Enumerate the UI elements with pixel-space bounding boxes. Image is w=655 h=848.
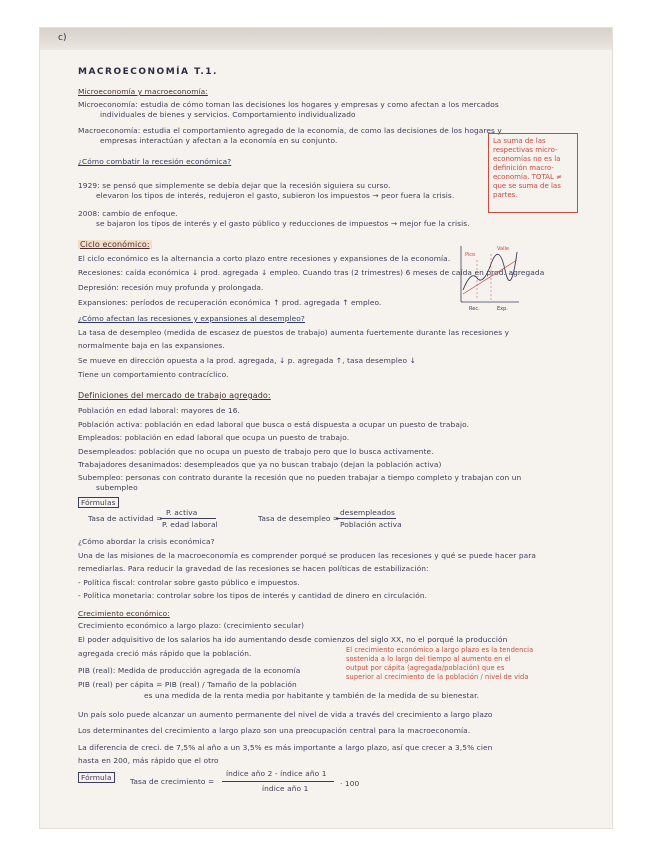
growth-red-note-2: sostenida a lo largo del tiempo al aumento en el <box>346 655 511 663</box>
valley-label: Valle <box>497 246 509 252</box>
cycle-line-1: El ciclo económico es la alternancia a corto plazo entre recesiones y expansiones de la economía. <box>78 254 451 263</box>
year-1929-line: 1929: se pensó que simplemente se debía dejar que la recesión siguiera su curso. <box>78 181 391 190</box>
cycle-line-3: Depresión: recesión muy profunda y prolongada. <box>78 283 264 292</box>
macro-line-2: empresas interactúan y afectan a la economía en su conjunto. <box>100 136 338 145</box>
recession-question: ¿Cómo combatir la recesión económica? <box>78 157 232 166</box>
macro-line-1: Macroeconomía: estudia el comportamiento agregado de la economía, de como las decisiones de los hogares y <box>78 126 502 135</box>
growth-line-3: agregada creció más rápido que la población. <box>78 649 252 658</box>
activity-rate-denominator: P. edad laboral <box>162 520 218 529</box>
growth-red-note-3: output por cápita (agregada/población) que es <box>346 664 505 672</box>
micro-line-1: Microeconomía: estudia de cómo toman las decisiones los hogares y empresas y como afectan a los mercados <box>78 100 499 109</box>
growth-red-note-4: superior al crecimiento de la población / nivel de vida <box>346 673 529 681</box>
cycle-heading: Ciclo económico: <box>80 240 150 249</box>
affect-line-4: Tiene un comportamiento contracíclico. <box>78 370 229 379</box>
year-2008-detail: se bajaron los tipos de interés y el gasto público y reducciones de impuestos → mejor fue la crisis. <box>96 219 470 228</box>
formula-label-2: Fórmula <box>78 772 115 783</box>
growth-difference-cont: hasta en 200, más rápido que el otro <box>78 756 219 765</box>
pib-real-line: PIB (real): Medida de producción agregada de la economía <box>78 666 301 675</box>
unemployment-rate-denominator: Población activa <box>340 520 402 529</box>
peak-label: Pico <box>465 252 476 258</box>
growth-rate-denominator: índice año 1 <box>262 784 309 793</box>
crisis-question: ¿Cómo abordar la crisis económica? <box>78 537 215 546</box>
unemployment-question: ¿Cómo afectan las recesiones y expansiones al desempleo? <box>78 314 305 323</box>
crisis-line-2: remediarlas. Para reducir la gravedad de las recesiones se hacen políticas de estabilización: <box>78 564 429 573</box>
micro-macro-heading: Microeconomía y macroeconomía: <box>78 87 208 96</box>
definition-working-age: Población en edad laboral: mayores de 16. <box>78 406 240 415</box>
growth-rate-fraction-bar <box>222 781 334 782</box>
monetary-policy-line: - Política monetaria: controlar sobre los tipos de interés y cantidad de dinero en circulación. <box>78 591 428 600</box>
growth-difference-line: La diferencia de creci. de 7,5% al año a un 3,5% es más importante a largo plazo, así que crecer a 3,5% cien <box>78 743 493 752</box>
growth-rate-label: Tasa de crecimiento = <box>130 777 215 786</box>
definition-underemployment: Subempleo: personas con contrato durante la recesión que no pueden trabajar a tiempo completo y trabajan con un <box>78 473 522 482</box>
affect-line-3: Se mueve en dirección opuesta a la prod. agregada, ↓ p. agregada ↑, tasa desempleo ↓ <box>78 356 416 365</box>
activity-rate-fraction-bar <box>160 518 216 519</box>
definition-unemployed: Desempleados: población que no ocupa un puesto de trabajo pero que lo busca activamente. <box>78 447 434 456</box>
cycle-line-4: Expansiones: períodos de recuperación económica ↑ prod. agregada ↑ empleo. <box>78 298 382 307</box>
unemployment-rate-numerator: desempleados <box>340 508 395 517</box>
growth-rate-numerator: índice año 2 - índice año 1 <box>226 769 327 778</box>
crisis-line-1: Una de las misiones de la macroeconomía es comprender porqué se producen las recesiones y qué se puede hacer para <box>78 551 537 560</box>
pib-definition-line: es una medida de la renta media por habitante y también de la medida de su bienestar. <box>144 691 480 700</box>
labor-market-heading: Definiciones del mercado de trabajo agregado: <box>78 391 271 400</box>
definition-discouraged: Trabajadores desanimados: desempleados que ya no buscan trabajo (dejan la población activa) <box>78 460 442 469</box>
growth-heading: Crecimiento económico: <box>78 609 170 618</box>
pib-determinants-line: Los determinantes del crecimiento a largo plazo son una preocupación central para la macroeconomía. <box>78 726 471 735</box>
expansion-label: Exp. <box>497 306 508 312</box>
growth-red-note-1: El crecimiento económico a largo plazo es la tendencia <box>346 646 534 654</box>
fiscal-policy-line: - Política fiscal: controlar sobre gasto público e impuestos. <box>78 578 300 587</box>
activity-rate-numerator: P. activa <box>166 508 198 517</box>
affect-line-2: normalmente baja en las expansiones. <box>78 341 225 350</box>
pib-per-capita-line: PIB (real) per cápita = PIB (real) / Tamaño de la población <box>78 680 297 689</box>
business-cycle-sketch <box>455 240 523 312</box>
pib-long-run-line: Un país solo puede alcanzar un aumento permanente del nivel de vida a través del crecimiento a largo plazo <box>78 710 493 719</box>
definition-active-population: Población activa: población en edad laboral que busca o está dispuesta a ocupar un puesto de trabajo. <box>78 420 470 429</box>
growth-line-2: El poder adquisitivo de los salarios ha ido aumentando desde comienzos del siglo XX, no el porqué la producción <box>78 635 508 644</box>
page-title: MACROECONOMÍA T.1. <box>78 67 218 77</box>
year-2008-line: 2008: cambio de enfoque. <box>78 209 178 218</box>
year-1929-detail: elevaron los tipos de interés, redujeron el gasto, subieron los impuestos → peor fuera la crisis. <box>96 191 455 200</box>
unemployment-rate-label: Tasa de desempleo = <box>258 514 340 523</box>
growth-rate-multiplier: · 100 <box>340 779 360 788</box>
recession-label: Rec. <box>469 306 480 312</box>
unemployment-rate-fraction-bar <box>336 518 396 519</box>
affect-line-1: La tasa de desempleo (medida de escasez de puestos de trabajo) aumenta fuertemente durante las recesiones y <box>78 328 510 337</box>
definition-underemployment-cont: subempleo <box>96 483 138 492</box>
page-top-edge <box>40 28 612 50</box>
growth-line-1: Crecimiento económico a largo plazo: (crecimiento secular) <box>78 621 305 630</box>
corner-mark: c) <box>58 33 67 43</box>
activity-rate-label: Tasa de actividad = <box>88 514 163 523</box>
cycle-line-2: Recesiones: caída económica ↓ prod. agregada ↓ empleo. Cuando tras (2 trimestres) 6 meses de caída en prod. agregada <box>78 268 545 277</box>
definition-employed: Empleados: población en edad laboral que ocupa un puesto de trabajo. <box>78 433 350 442</box>
micro-line-2: individuales de bienes y servicios. Comportamiento individualizado <box>100 110 356 119</box>
formulas-label: Fórmulas <box>78 497 119 508</box>
side-note-box: La suma de las respectivas micro-economías no es la definición macro-economía. TOTAL ≠ que se suma de las partes. <box>488 133 578 213</box>
